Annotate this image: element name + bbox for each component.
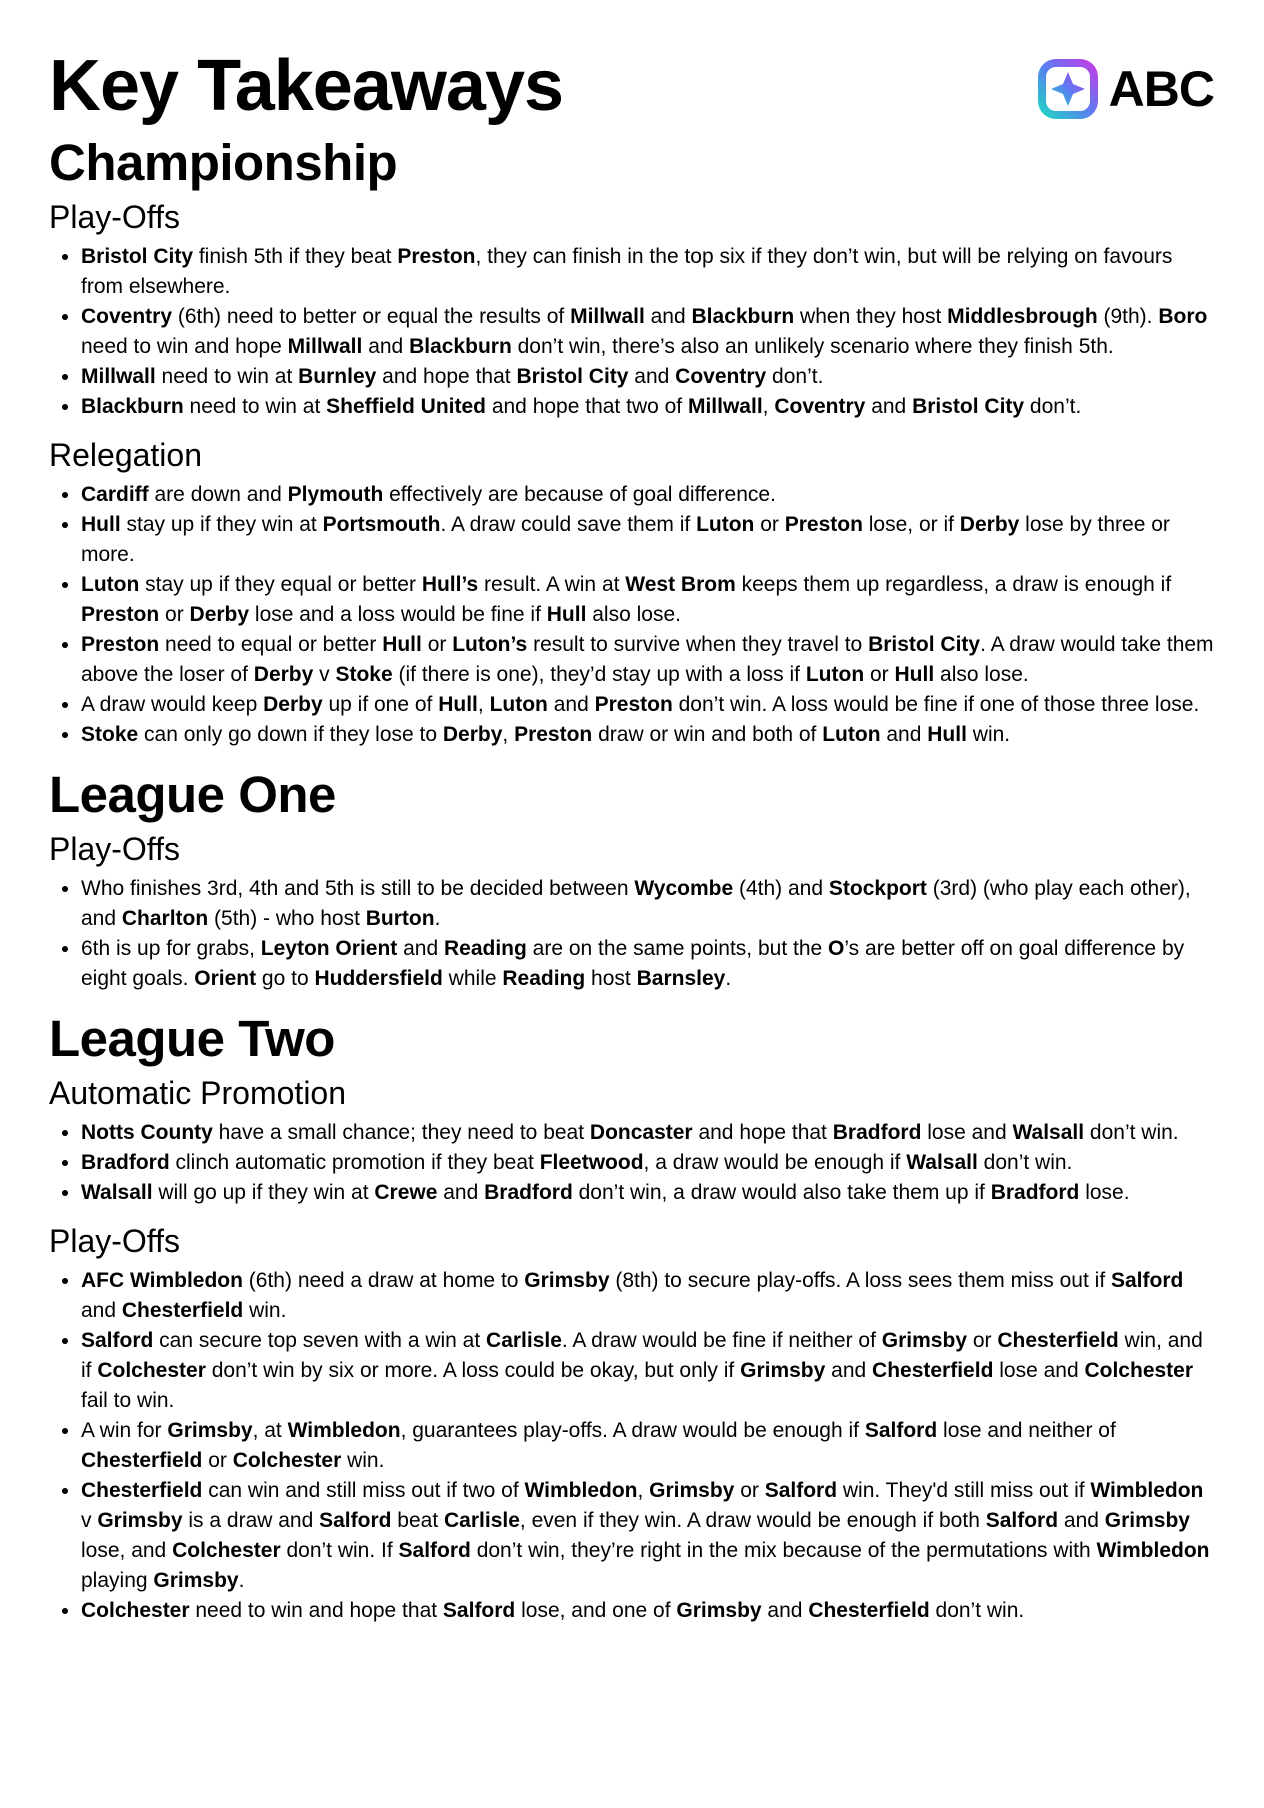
team-name: Grimsby bbox=[167, 1419, 253, 1442]
team-name: Blackburn bbox=[409, 335, 512, 358]
text-run: . A draw could save them if bbox=[440, 513, 697, 536]
text-run: don’t win. bbox=[977, 1151, 1073, 1174]
section-heading: League Two bbox=[49, 1010, 335, 1067]
subsection-heading: Play-Offs bbox=[49, 199, 180, 235]
text-run: (5th) - who host bbox=[208, 907, 366, 930]
team-name: Preston bbox=[514, 723, 593, 746]
text-run: can only go down if they lose to bbox=[138, 723, 443, 746]
text-run: . bbox=[434, 907, 441, 930]
team-name: Chesterfield bbox=[872, 1359, 994, 1382]
text-run: (6th) need to better or equal the results of bbox=[172, 305, 571, 328]
text-run: need to win and hope that bbox=[189, 1599, 443, 1622]
text-run: , guarantees play-offs. A draw would be enough if bbox=[400, 1419, 865, 1442]
text-run: ’s are better off on goal difference by eight goals. bbox=[81, 937, 1185, 990]
text-run: and bbox=[880, 723, 928, 746]
team-name: Chesterfield bbox=[121, 1299, 244, 1322]
subsection-heading: Play-Offs bbox=[49, 1223, 180, 1259]
team-name: Wimbledon bbox=[524, 1479, 638, 1502]
text-run: also lose. bbox=[934, 663, 1029, 686]
text-run: stay up if they win at bbox=[120, 513, 323, 536]
text-run: effectively are because of goal difference. bbox=[383, 483, 776, 506]
text-run: have a small chance; they need to beat bbox=[212, 1121, 590, 1144]
text-run: lose and bbox=[921, 1121, 1013, 1144]
team-name: Carlisle bbox=[486, 1329, 562, 1352]
team-name: Charlton bbox=[121, 907, 209, 930]
team-name: Hull’s bbox=[421, 573, 479, 596]
subsection-heading: Automatic Promotion bbox=[49, 1075, 347, 1111]
team-name: Chesterfield bbox=[81, 1479, 203, 1502]
team-name: Derby bbox=[189, 603, 250, 626]
team-name: Bradford bbox=[832, 1121, 922, 1144]
text-run: . bbox=[725, 967, 732, 990]
team-name: Salford bbox=[1111, 1269, 1184, 1292]
team-name: Hull bbox=[894, 663, 935, 686]
list-item bbox=[81, 1118, 1215, 1148]
text-run: and bbox=[865, 395, 913, 418]
list-item bbox=[81, 302, 1215, 362]
team-name: Grimsby bbox=[97, 1509, 183, 1532]
bullet-list bbox=[49, 1118, 1215, 1208]
text-run: are on the same points, but the bbox=[526, 937, 829, 960]
team-name: Hull bbox=[438, 693, 478, 716]
text-run: or bbox=[421, 633, 453, 656]
team-name: Bristol City bbox=[912, 395, 1025, 418]
text-run: lose. bbox=[1079, 1181, 1130, 1204]
text-run: and bbox=[1058, 1509, 1105, 1532]
team-name: Salford bbox=[442, 1599, 516, 1622]
text-run: finish 5th if they beat bbox=[193, 245, 398, 268]
logo-text: ABC bbox=[1108, 61, 1214, 117]
section bbox=[49, 132, 1215, 750]
team-name: Leyton Orient bbox=[260, 937, 398, 960]
text-run: need to win at bbox=[183, 395, 327, 418]
team-name: Preston bbox=[784, 513, 863, 536]
bullet-list bbox=[49, 874, 1215, 994]
subsection bbox=[49, 196, 1215, 422]
text-run: (6th) need a draw at home to bbox=[242, 1269, 525, 1292]
text-run: and bbox=[825, 1359, 873, 1382]
text-run: , bbox=[502, 723, 515, 746]
list-item bbox=[81, 570, 1215, 630]
team-name: Bristol City bbox=[868, 633, 981, 656]
team-name: Bristol City bbox=[516, 365, 629, 388]
team-name: Derby bbox=[442, 723, 503, 746]
team-name: Preston bbox=[81, 603, 160, 626]
text-run: or bbox=[967, 1329, 998, 1352]
team-name: Plymouth bbox=[287, 483, 384, 506]
team-name: Walsall bbox=[1012, 1121, 1085, 1144]
text-run: and bbox=[761, 1599, 809, 1622]
team-name: Burton bbox=[365, 907, 435, 930]
text-run: while bbox=[442, 967, 503, 990]
team-name: Derby bbox=[959, 513, 1020, 536]
team-name: Colchester bbox=[172, 1539, 281, 1562]
team-name: Preston bbox=[594, 693, 673, 716]
text-run: fail to win. bbox=[81, 1389, 175, 1412]
team-name: Hull bbox=[81, 513, 121, 536]
text-run: keeps them up regardless, a draw is enough if bbox=[735, 573, 1172, 596]
team-name: Millwall bbox=[570, 305, 645, 328]
list-item bbox=[81, 1476, 1215, 1596]
team-name: Bradford bbox=[990, 1181, 1080, 1204]
team-name: Notts County bbox=[81, 1121, 213, 1144]
list-item bbox=[81, 242, 1215, 302]
section bbox=[49, 764, 1215, 994]
team-name: Hull bbox=[382, 633, 422, 656]
team-name: Doncaster bbox=[589, 1121, 693, 1144]
team-name: Colchester bbox=[1084, 1359, 1194, 1382]
team-name: Preston bbox=[81, 633, 160, 656]
section bbox=[49, 1008, 1215, 1626]
team-name: Stoke bbox=[81, 723, 139, 746]
text-run: and hope that bbox=[376, 365, 517, 388]
team-name: Millwall bbox=[81, 365, 156, 388]
text-run: lose and a loss would be fine if bbox=[249, 603, 547, 626]
list-item bbox=[81, 934, 1215, 994]
team-name: Reading bbox=[502, 967, 586, 990]
text-run: up if one of bbox=[322, 693, 439, 716]
team-name: O bbox=[828, 937, 845, 960]
list-item bbox=[81, 1326, 1215, 1416]
subsection bbox=[49, 1072, 1215, 1208]
team-name: Bristol City bbox=[81, 245, 194, 268]
text-run: result to survive when they travel to bbox=[527, 633, 869, 656]
team-name: Blackburn bbox=[81, 395, 184, 418]
text-run: don’t. bbox=[1024, 395, 1082, 418]
list-item bbox=[81, 1416, 1215, 1476]
text-run: win. bbox=[966, 723, 1011, 746]
text-run: win, and if bbox=[81, 1329, 1203, 1382]
team-name: Middlesbrough bbox=[947, 305, 1098, 328]
list-item bbox=[81, 510, 1215, 570]
team-name: Salford bbox=[985, 1509, 1059, 1532]
team-name: Fleetwood bbox=[539, 1151, 644, 1174]
text-run: don’t win. A loss would be fine if one of those three lose. bbox=[672, 693, 1200, 716]
text-run: and bbox=[81, 1299, 122, 1322]
team-name: Chesterfield bbox=[997, 1329, 1119, 1352]
team-name: Blackburn bbox=[691, 305, 795, 328]
team-name: Coventry bbox=[675, 365, 767, 388]
team-name: Wimbledon bbox=[287, 1419, 401, 1442]
team-name: Luton bbox=[805, 663, 865, 686]
text-run: and bbox=[397, 937, 444, 960]
team-name: Luton bbox=[81, 573, 140, 596]
text-run: lose, and one of bbox=[515, 1599, 677, 1622]
team-name: Stockport bbox=[828, 877, 927, 900]
team-name: Millwall bbox=[287, 335, 363, 358]
document-body bbox=[49, 40, 1215, 1626]
team-name: West Brom bbox=[625, 573, 736, 596]
list-item bbox=[81, 362, 1215, 392]
text-run: beat bbox=[391, 1509, 445, 1532]
team-name: Grimsby bbox=[676, 1599, 762, 1622]
team-name: Grimsby bbox=[881, 1329, 967, 1352]
list-item bbox=[81, 392, 1215, 422]
text-run: or bbox=[159, 603, 190, 626]
text-run: or bbox=[734, 1479, 765, 1502]
team-name: Salford bbox=[319, 1509, 392, 1532]
team-name: Wimbledon bbox=[1096, 1539, 1210, 1562]
text-run: , even if they win. A draw would be enough if both bbox=[519, 1509, 986, 1532]
team-name: Barnsley bbox=[636, 967, 726, 990]
team-name: Derby bbox=[253, 663, 314, 686]
text-run: go to bbox=[256, 967, 315, 990]
team-name: Chesterfield bbox=[808, 1599, 930, 1622]
list-item bbox=[81, 1178, 1215, 1208]
text-run: Who finishes 3rd, 4th and 5th is still to be decided between bbox=[81, 877, 635, 900]
text-run: don’t. bbox=[766, 365, 824, 388]
subsection-heading: Play-Offs bbox=[49, 831, 180, 867]
list-item bbox=[81, 690, 1215, 720]
text-run: don’t win, they’re right in the mix because of the permutations with bbox=[470, 1539, 1097, 1562]
text-run: and bbox=[628, 365, 676, 388]
team-name: Coventry bbox=[81, 305, 173, 328]
team-name: Luton bbox=[696, 513, 755, 536]
team-name: Hull bbox=[927, 723, 967, 746]
text-run: (4th) and bbox=[733, 877, 829, 900]
bullet-list bbox=[49, 242, 1215, 422]
text-run: can win and still miss out if two of bbox=[202, 1479, 525, 1502]
text-run: is a draw and bbox=[182, 1509, 320, 1532]
section-heading: League One bbox=[49, 766, 336, 823]
text-run: , a draw would be enough if bbox=[643, 1151, 907, 1174]
team-name: Cardiff bbox=[81, 483, 149, 506]
text-run: , bbox=[762, 395, 775, 418]
text-run: (9th). bbox=[1097, 305, 1159, 328]
text-run: . A draw would be fine if neither of bbox=[561, 1329, 882, 1352]
team-name: Wimbledon bbox=[1090, 1479, 1204, 1502]
team-name: Millwall bbox=[687, 395, 763, 418]
subsection bbox=[49, 434, 1215, 750]
team-name: Stoke bbox=[335, 663, 393, 686]
list-item bbox=[81, 1596, 1215, 1626]
text-run: lose, or if bbox=[862, 513, 960, 536]
team-name: Grimsby bbox=[649, 1479, 735, 1502]
text-run: and bbox=[437, 1181, 485, 1204]
team-name: Portsmouth bbox=[322, 513, 441, 536]
text-run: , they can finish in the top six if they don’t win, but will be relying on favours from elsewhere. bbox=[81, 245, 1173, 298]
text-run: stay up if they equal or better bbox=[139, 573, 422, 596]
section-heading: Championship bbox=[49, 134, 398, 191]
text-run: draw or win and both of bbox=[592, 723, 823, 746]
team-name: Boro bbox=[1158, 305, 1208, 328]
team-name: Derby bbox=[263, 693, 323, 716]
text-run: host bbox=[585, 967, 637, 990]
team-name: Colchester bbox=[232, 1449, 342, 1472]
team-name: Burnley bbox=[298, 365, 377, 388]
bullet-list bbox=[49, 1266, 1215, 1626]
team-name: Preston bbox=[397, 245, 476, 268]
sections-container bbox=[49, 132, 1215, 1626]
subsection bbox=[49, 828, 1215, 994]
list-item bbox=[81, 874, 1215, 934]
text-run: and bbox=[547, 693, 595, 716]
text-run: don’t win by six or more. A loss could be okay, but only if bbox=[205, 1359, 741, 1382]
text-run: . A draw would take them above the loser of bbox=[81, 633, 1214, 686]
team-name: AFC Wimbledon bbox=[81, 1269, 243, 1292]
text-run: A draw would keep bbox=[81, 693, 264, 716]
team-name: Walsall bbox=[906, 1151, 978, 1174]
text-run: or bbox=[202, 1449, 233, 1472]
team-name: Grimsby bbox=[153, 1569, 239, 1592]
text-run: , bbox=[637, 1479, 650, 1502]
text-run: when they host bbox=[794, 305, 948, 328]
text-run: (3rd) (who play each other), and bbox=[81, 877, 1191, 930]
team-name: Salford bbox=[398, 1539, 471, 1562]
team-name: Bradford bbox=[81, 1151, 170, 1174]
team-name: Carlisle bbox=[444, 1509, 520, 1532]
team-name: Luton’s bbox=[452, 633, 528, 656]
subsection-heading: Relegation bbox=[49, 437, 202, 473]
text-run: win. bbox=[341, 1449, 385, 1472]
team-name: Bradford bbox=[484, 1181, 573, 1204]
team-name: Crewe bbox=[374, 1181, 438, 1204]
subsection bbox=[49, 1220, 1215, 1626]
text-run: need to equal or better bbox=[159, 633, 383, 656]
bullet-list bbox=[49, 480, 1215, 750]
text-run: lose and bbox=[993, 1359, 1085, 1382]
team-name: Salford bbox=[764, 1479, 838, 1502]
text-run: A win for bbox=[81, 1419, 168, 1442]
text-run: need to win and hope bbox=[81, 335, 288, 358]
team-name: Luton bbox=[489, 693, 548, 716]
text-run: don’t win, a draw would also take them up if bbox=[572, 1181, 991, 1204]
list-item bbox=[81, 1148, 1215, 1178]
team-name: Salford bbox=[81, 1329, 154, 1352]
text-run: lose and neither of bbox=[937, 1419, 1116, 1442]
team-name: Reading bbox=[444, 937, 527, 960]
text-run: win. bbox=[243, 1299, 287, 1322]
text-run: win. They'd still miss out if bbox=[837, 1479, 1091, 1502]
team-name: Grimsby bbox=[740, 1359, 826, 1382]
text-run: playing bbox=[81, 1569, 154, 1592]
text-run: and hope that bbox=[692, 1121, 833, 1144]
text-run: (if there is one), they’d stay up with a loss if bbox=[392, 663, 806, 686]
team-name: Luton bbox=[822, 723, 881, 746]
text-run: or bbox=[754, 513, 785, 536]
text-run: don’t win, there’s also an unlikely scenario where they finish 5th. bbox=[511, 335, 1114, 358]
text-run: don’t win. bbox=[929, 1599, 1025, 1622]
text-run: 6th is up for grabs, bbox=[81, 937, 261, 960]
text-run: don’t win. If bbox=[280, 1539, 399, 1562]
text-run: also lose. bbox=[586, 603, 681, 626]
text-run: will go up if they win at bbox=[152, 1181, 375, 1204]
text-run: . bbox=[238, 1569, 245, 1592]
team-name: Sheffield United bbox=[326, 395, 486, 418]
team-name: Walsall bbox=[81, 1181, 153, 1204]
team-name: Orient bbox=[194, 967, 257, 990]
text-run: need to win at bbox=[155, 365, 299, 388]
text-run: , at bbox=[252, 1419, 288, 1442]
text-run: and bbox=[644, 305, 692, 328]
text-run: v bbox=[81, 1509, 98, 1532]
text-run: v bbox=[313, 663, 336, 686]
text-run: lose, and bbox=[81, 1539, 173, 1562]
list-item bbox=[81, 630, 1215, 690]
team-name: Salford bbox=[864, 1419, 938, 1442]
text-run: don’t win. bbox=[1084, 1121, 1179, 1144]
team-name: Hull bbox=[546, 603, 587, 626]
team-name: Grimsby bbox=[1104, 1509, 1190, 1532]
list-item bbox=[81, 720, 1215, 750]
team-name: Wycombe bbox=[634, 877, 734, 900]
list-item bbox=[81, 480, 1215, 510]
team-name: Grimsby bbox=[524, 1269, 610, 1292]
text-run: clinch automatic promotion if they beat bbox=[169, 1151, 540, 1174]
text-run: or bbox=[864, 663, 895, 686]
text-run: and bbox=[362, 335, 410, 358]
team-name: Coventry bbox=[774, 395, 866, 418]
list-item bbox=[81, 1266, 1215, 1326]
text-run: lose by three or more. bbox=[81, 513, 1170, 566]
page-title: Key Takeaways bbox=[49, 46, 564, 126]
text-run: (8th) to secure play-offs. A loss sees them miss out if bbox=[609, 1269, 1111, 1292]
team-name: Colchester bbox=[81, 1599, 190, 1622]
team-name: Huddersfield bbox=[314, 967, 443, 990]
text-run: and hope that two of bbox=[485, 395, 688, 418]
team-name: Chesterfield bbox=[81, 1449, 203, 1472]
text-run: can secure top seven with a win at bbox=[153, 1329, 487, 1352]
text-run: , bbox=[477, 693, 490, 716]
text-run: result. A win at bbox=[478, 573, 626, 596]
team-name: Colchester bbox=[97, 1359, 206, 1382]
text-run: are down and bbox=[148, 483, 288, 506]
